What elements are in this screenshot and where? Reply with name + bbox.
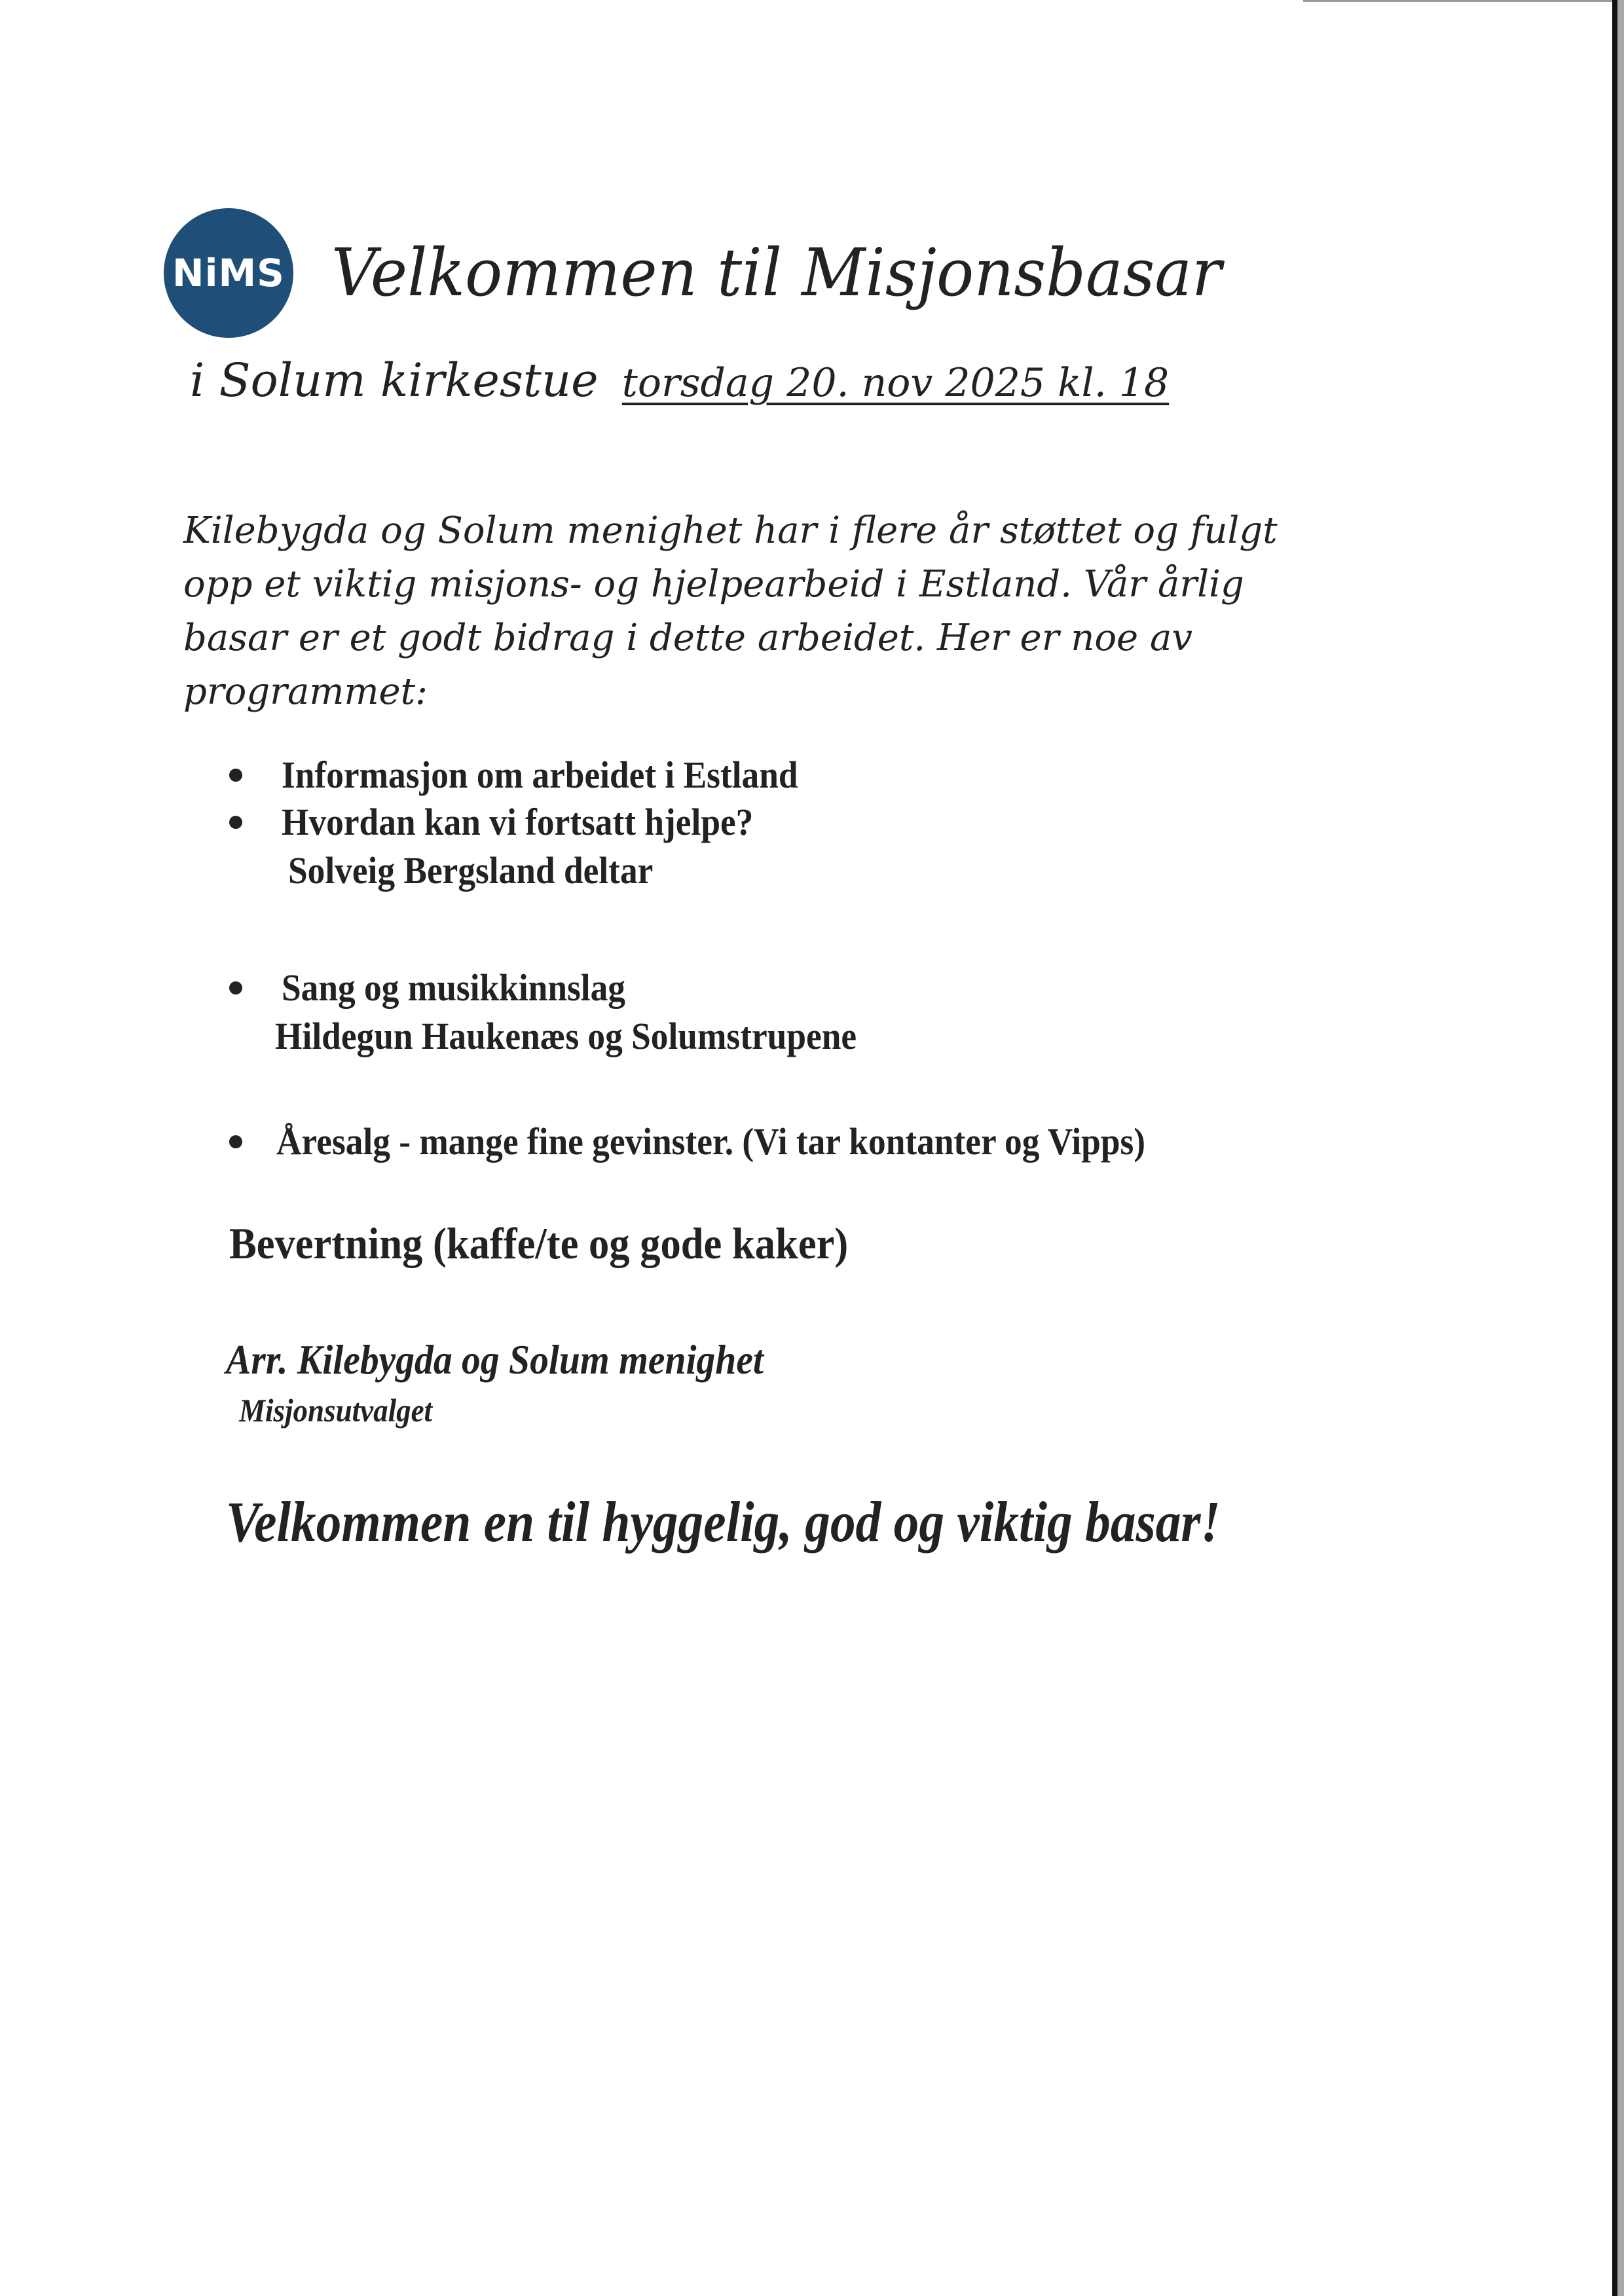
program-item-subtext: Solveig Bergsland deltar [288,849,654,892]
logo-text: NiMS [172,251,285,295]
page-title: Velkommen til Misjonsbasar [331,234,1222,311]
intro-line: basar er et godt bidrag i dette arbeidet. Her er noe av [183,617,1193,659]
event-datetime: torsdag 20. nov 2025 kl. 18 [621,360,1170,406]
event-location: i Solum kirkestue [190,354,599,407]
bullet-icon [229,1135,242,1148]
organizer-committee: Misjonsutvalget [239,1392,433,1429]
bullet-icon [229,981,242,994]
intro-line: opp et viktig misjons- og hjelpearbeid i Estland. Vår årlig [183,563,1244,606]
refreshments-text: Bevertning (kaffe/te og gode kaker) [229,1218,849,1268]
closing-message: Velkommen en til hyggelig, god og viktig basar! [226,1491,1221,1554]
organizer-line: Arr. Kilebygda og Solum menighet [226,1336,764,1383]
bullet-icon [229,769,242,782]
bullet-icon [229,816,242,829]
program-item-text: Informasjon om arbeidet i Estland [282,754,798,796]
scan-right-margin [1617,0,1624,2296]
program-item-text: Hvordan kan vi fortsatt hjelpe? [282,801,754,843]
scan-top-edge [1303,0,1614,2]
intro-line: programmet: [183,670,428,713]
program-item-text: Åresalg - mange fine gevinster. (Vi tar kontanter og Vipps) [276,1120,1146,1163]
nms-logo-icon [164,208,293,338]
program-item-text: Sang og musikkinnslag [282,966,625,1009]
scan-right-edge [1612,0,1617,2296]
intro-line: Kilebygda og Solum menighet har i flere år støttet og fulgt [183,509,1278,552]
program-item-subtext: Hildegun Haukenæs og Solumstrupene [275,1015,857,1057]
intro-paragraph [183,504,1428,719]
event-location-line [190,354,1169,407]
